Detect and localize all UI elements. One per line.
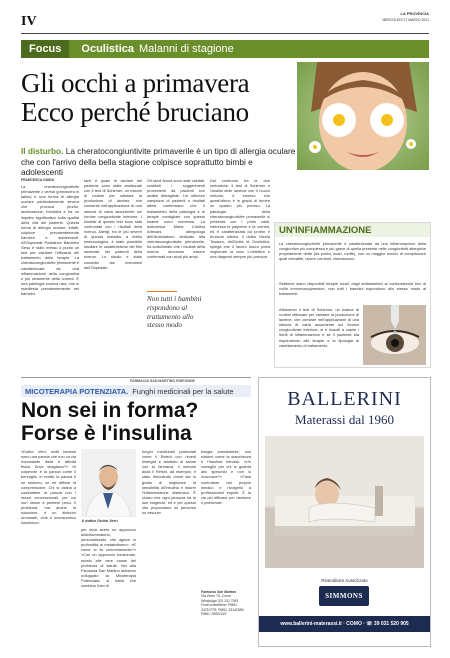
byline: FRANCESCA GUIDO <box>21 178 55 182</box>
farmacia-column-3: funghi medicinali potenziati come il Reishi con rimedi sinergici e adottato di salute con la farmacia. Il metodo aiuta il Reishi, ad esempio, è stato dimostrato come sia in grado di migliorare la sensibilità all'insulina e ridurre l'infiammazione sistemica. È chiaro che ogni persona ha le sue esigenze, ed è per questo che proponiamo un percorso su misura». <box>142 449 196 516</box>
info-box-title: UN'INFIAMMAZIONE <box>279 225 372 236</box>
farmacia-kicker-bar <box>21 385 251 397</box>
focus-column-2: tanti è quale le lacrime del paziente sono state analizzate con il test di Schirmer, un esame di routine per valutare la produzione di lacrime, che consente nell'applicazione di una striscia di carta assorbente sul fornice congiuntivale inferiore. I risultati di questo test sono stati confrontati con i risultati della ricerca. Allergi, tra le più severe di questa malattia, a livello immunologico, è stato possibile studiare le caratteristiche del film lacrimale nei pazienti della ricerca. Lo studio è stato condotto dai ricercatori dell'Ospedale. <box>84 178 142 270</box>
issue-date: MERCOLEDÌ 17 MARZO 2021 <box>382 18 429 22</box>
article-top-rule <box>21 377 251 378</box>
focus-lead <box>21 146 296 178</box>
ad-brand: BALLERINI <box>287 388 402 410</box>
info-box-text-3: Attraverso il test di Schirmer, un esame di routine utilizzato per valutare la produzione di lacrime, che consiste nell'applicazione di una striscia di carta assorbente sul fornice congiuntivale inferiore, si è riusciti a capire i livelli di infiammazione e se il paziente sta rispondendo alle terapie e la tipologia di cambiamento di trattamento. <box>279 307 359 348</box>
farmacia-headline <box>21 399 251 445</box>
pull-quote-rule <box>147 291 177 292</box>
farmacia-column-1: «Dottor Verri, molti tamenti sono una panciа che non va via nonostante dieta e attività fisica. Dove sbagliano?» «Il colpevole è la pancia come il bersaglio. In realtà, la pancia è un sintomo; se ne diffuse la comprensione. Chi si ostina a combattere la pancia con i mezzi convenzionali, per cui non riesce a perdere peso. Il problema, ma anche la soluzione, è un disturbo ormonale, cioè il sovraccarico insulinico». <box>21 449 76 526</box>
contact-line: Farmacia San Martino <box>201 590 237 594</box>
info-box-text-1: La cheratocongiuntivite primaverile è caratterizzata da una infiammazione della congiuntiva più complessa e più grave di quella presente nelle congiuntiviti allergiche propriamente dette (da pollini, acari, muffe), con un maggior rischio di complicanze quali cheratite, ulcere corneali, cheratocono. <box>279 241 426 262</box>
info-box <box>274 222 431 368</box>
ad-bedroom-photo <box>265 436 424 568</box>
ad-dealer-label: Rivenditore Autorizzato <box>321 578 368 583</box>
farmacia-kicker: MICOTERAPIA POTENZIATA. <box>25 386 129 396</box>
section-sub: Malanni di stagione <box>138 43 234 55</box>
simmons-logo <box>319 586 369 606</box>
focus-headline-line1: Gli occhi a primavera <box>21 68 250 98</box>
simmons-logo-text: SIMMONS <box>325 592 363 600</box>
hero-photo <box>297 62 429 170</box>
farmacia-headline-line2: Forse è l'insulina <box>21 422 192 445</box>
focus-column-3: Gli studi finora sono stati valutati, costituiti i suggerimenti provenienti da pazienti con analisi dettagliate. Un ulteriore campione di pazienti e risultati attesi confermano che il trattamento della patologia e le terapie consigliate con questo esame sono numerosi. La dottoressa Maria Cristina Artesani, allergologa dell'Ambulatorio dedicato alla cheratocongiuntivite primaverile, ha sottolineato che i risultati della ricerca dovranno essere confermati con studi più ampi. <box>147 178 205 260</box>
farmacia-kicker-sub: Funghi medicinali per la salute <box>132 386 234 396</box>
contact-line: Fonti scientifiche: PMID: 34710778; PMID: 33142989; PMID: 28602243 <box>201 603 245 617</box>
section-bar <box>21 40 429 58</box>
ad-tagline: Materassi dal 1960 <box>295 412 394 427</box>
ad-footer-text: www.ballerini-materassi.it · COMO · ☏ 39 031 520 905 <box>280 621 409 627</box>
eye-drops-icon <box>363 305 426 365</box>
doctor-portrait <box>81 449 136 517</box>
girl-with-daisies-illustration <box>297 62 429 170</box>
focus-headline-line2: Ecco perché bruciano <box>21 97 249 127</box>
farmacia-column-4: tologia preesistente, con sintomi come la stanchezza e l'insulina elevata. «Un consiglio per chi si guarda allo specchio e non si riconosce?» «Farsi controllare dal proprio medico e rivolgersi a professionisti esperti. È la via più efficace per risolvere il problema». <box>201 449 251 505</box>
contact-line: Via Zezio 79, Como <box>201 594 231 599</box>
pull-quote <box>147 291 205 330</box>
focus-headline <box>21 69 296 127</box>
farmacia-contacts <box>201 590 251 616</box>
woman-on-bed-illustration <box>265 436 424 568</box>
section-name: Oculistica <box>81 43 134 55</box>
farmacia-top-label: FARMACIA SAN MARTINO RISPONDE <box>130 379 195 383</box>
lead-text: La cheratocongiuntivite primaverile è un tipo di allergia oculare che con l'arrivo della bella stagione colpisce soprattutto bimbi e adolescenti <box>21 146 296 177</box>
eye-dropper-photo <box>363 305 426 365</box>
pull-quote-text: Non tutti i bambini rispondono al trattamento allo stesso modo <box>147 295 202 330</box>
ad-footer <box>259 616 430 632</box>
farmacia-headline-line1: Non sei in forma? <box>21 399 199 422</box>
lead-bold: Il disturbo. <box>21 146 64 156</box>
doctor-photo <box>81 449 136 517</box>
focus-tag: Focus <box>21 40 69 58</box>
focus-column-1: La cheratocongiuntivite primaverile o vernal (primavera in latino) è una forma di allergia oculare particolarmente severa che provoca prurito, lacrimazione, fotofobia e ha un impatto significativo sulla qualità della vita dei pazienti. Questa forma di allergia oculare, infatti, colpisce prevalentemente bambini e adolescenti. All'Ospedale Pediatrico Bambino Gesù è stato messo a punto un test per valutare l'efficacia del trattamento delle terapie. La cheratocongiuntivite primaverile è caratterizzata da una infiammazione della congiuntiva e più raramente della cornea. È una patologia cronica rara, che si manifesta prevalentemente nei bambini. <box>21 184 79 296</box>
doctor-caption: Il dottor Guido Verri <box>82 519 118 523</box>
info-box-text-2: Sebbene siano disponibili terapie locali, dagli antistaminici ai corticosteroidi fino ai colliri immunosoppressori, non tutti i bambini rispondono allo stesso modo ai trattamenti. <box>279 281 426 297</box>
page-number: IV <box>21 14 37 29</box>
contact-line: WhatsApp 331 332 7081 <box>201 598 239 603</box>
paper-name: LA PROVINCIA <box>400 11 429 16</box>
header-rule <box>21 33 429 34</box>
ballerini-ad <box>258 377 431 647</box>
farmacia-column-2: per farla avere un approccio antinfiammatorio, personalizzato, che agisce in profondità al metabolismo». «E come si fa concretamente?» «Con un approccio funzionale, mirato alle vere cause del problema di salute. Noi alla Farmacia San Martino abbiamo sviluppato la Micoterapia Potenziata: si tratta che combina l'uso di <box>81 527 136 589</box>
focus-column-4: Dal confronto tra le due metodiche, il test di Schirmer e l'analisi delle lacrime con il nuovo metodo, è emerso che quest'ultimo è in grado di fornire un quadro più preciso. La patologia della cheratocongiuntivite primaverile si presenta con i primi caldi, interessa le palpebre e la cornea, ed è caratterizzata da prurito e bruciore intensi. Il dottor Nicola Tesauro, dell'Unità di Oculistica, spiega che il lavoro futuro potrà migliorare la cura. L'obiettivo è una diagnosi sempre più precoce. <box>210 178 270 260</box>
